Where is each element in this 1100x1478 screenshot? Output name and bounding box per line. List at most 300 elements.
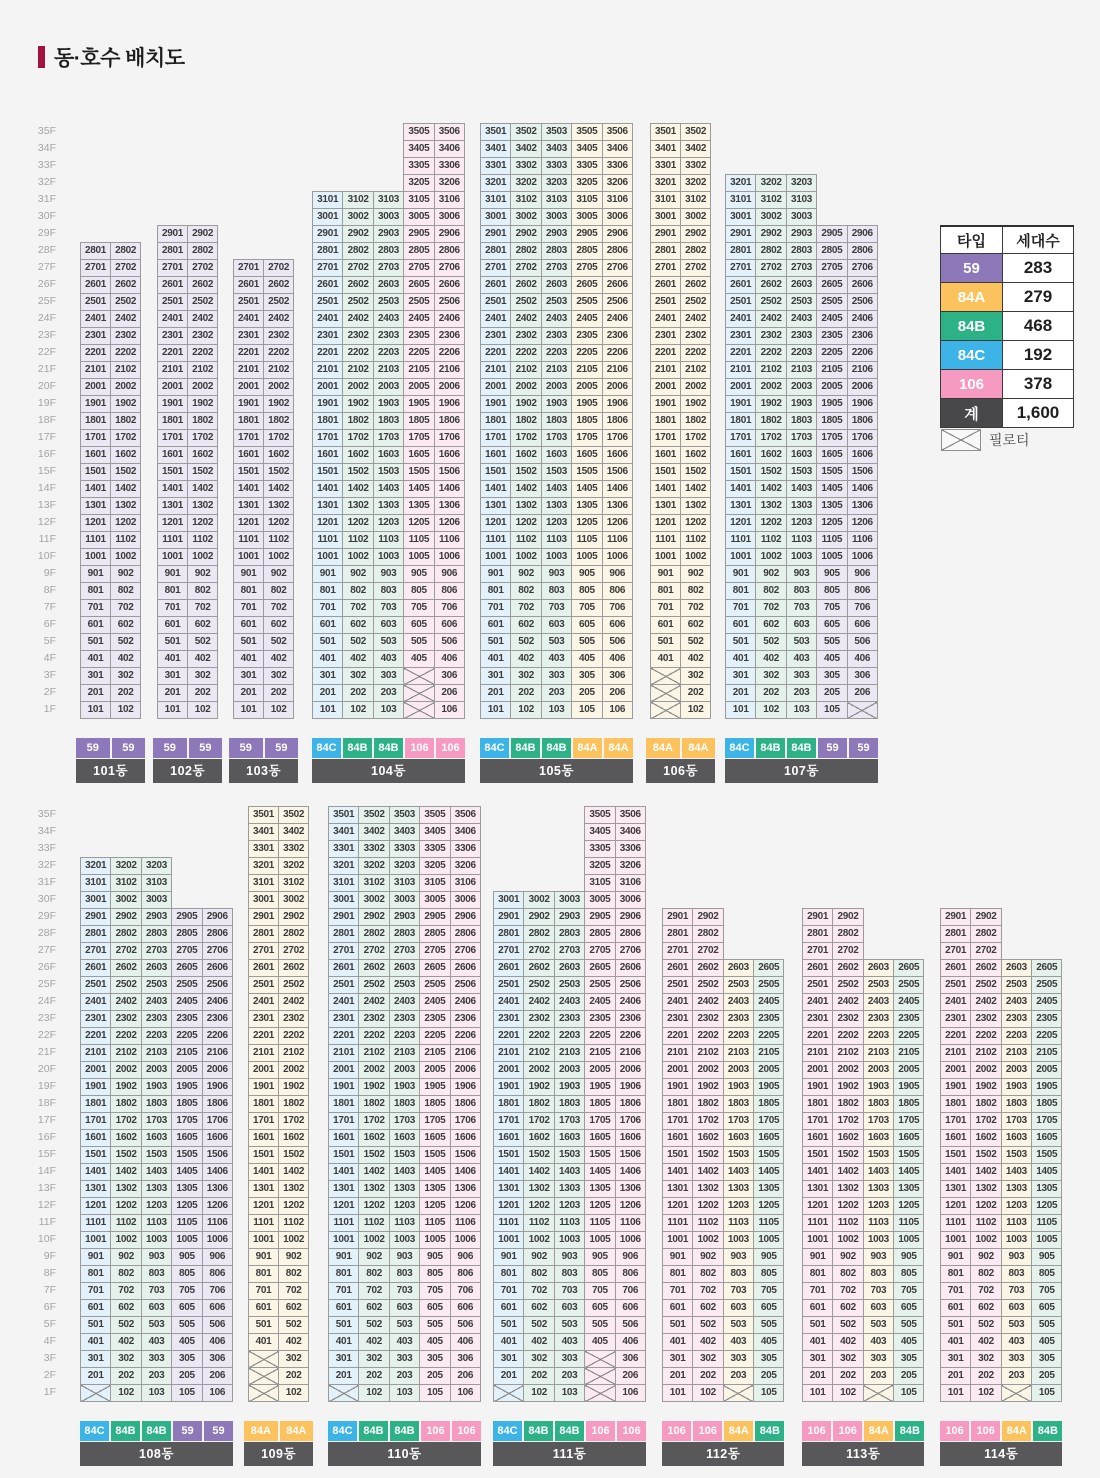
floor-label: 20F <box>37 1063 56 1075</box>
unit-cell: 1005 <box>754 1232 784 1249</box>
unit-cell: 2901 <box>494 909 524 926</box>
unit-cell: 2301 <box>313 328 343 345</box>
unit-cell: 1601 <box>329 1130 359 1147</box>
unit-cell: 1002 <box>359 1232 389 1249</box>
unit-cell: 2503 <box>863 977 893 994</box>
unit-cell: 2405 <box>572 311 602 328</box>
unit-cell: 105 <box>817 702 847 719</box>
unit-cell: 3201 <box>249 858 279 875</box>
unit-cell: 2201 <box>481 345 511 362</box>
unit-cell: 2103 <box>786 362 816 379</box>
unit-cell: 103 <box>141 1385 171 1402</box>
unit-cell: 2106 <box>615 1045 645 1062</box>
unit-cell: 3002 <box>359 892 389 909</box>
floor-label: 1F <box>43 703 56 715</box>
unit-cell: 1201 <box>158 515 188 532</box>
unit-cell: 1402 <box>756 481 786 498</box>
unit-cell: 1506 <box>602 464 632 481</box>
unit-cell: 902 <box>511 566 541 583</box>
unit-cell: 2202 <box>971 1028 1001 1045</box>
unit-cell: 901 <box>663 1249 693 1266</box>
unit-cell: 201 <box>234 685 264 702</box>
unit-cell: 3001 <box>726 209 756 226</box>
unit-cell: 1103 <box>141 1215 171 1232</box>
unit-cell: 2403 <box>373 311 403 328</box>
unit-cell: 1502 <box>359 1147 389 1164</box>
unit-cell: 905 <box>172 1249 202 1266</box>
empty-slot <box>754 926 784 943</box>
unit-grid <box>650 123 711 719</box>
unit-cell: 1501 <box>249 1147 279 1164</box>
unit-cell: 2806 <box>847 243 877 260</box>
unit-cell: 2202 <box>111 345 141 362</box>
unit-cell: 1702 <box>833 1113 863 1130</box>
unit-cell: 3301 <box>481 158 511 175</box>
type-chip: 84A <box>244 1421 278 1441</box>
unit-cell: 906 <box>615 1249 645 1266</box>
unit-cell: 1902 <box>111 396 141 413</box>
unit-cell: 1302 <box>264 498 294 515</box>
unit-cell: 203 <box>389 1368 419 1385</box>
unit-cell: 3002 <box>279 892 309 909</box>
unit-cell: 1801 <box>158 413 188 430</box>
unit-cell: 1106 <box>202 1215 232 1232</box>
unit-cell: 1201 <box>941 1198 971 1215</box>
unit-cell: 2103 <box>389 1045 419 1062</box>
unit-cell: 102 <box>343 702 373 719</box>
unit-cell: 503 <box>541 634 571 651</box>
unit-cell: 1302 <box>693 1181 723 1198</box>
unit-cell: 906 <box>202 1249 232 1266</box>
unit-cell: 501 <box>481 634 511 651</box>
unit-cell: 2501 <box>651 294 681 311</box>
unit-cell: 3202 <box>111 858 141 875</box>
unit-cell: 1301 <box>249 1181 279 1198</box>
unit-cell: 1903 <box>863 1079 893 1096</box>
unit-cell: 1701 <box>726 430 756 447</box>
type-chip: 84A <box>1002 1421 1031 1441</box>
unit-cell: 1901 <box>481 396 511 413</box>
unit-cell: 1502 <box>971 1147 1001 1164</box>
unit-cell: 2305 <box>585 1011 615 1028</box>
unit-cell: 1101 <box>249 1215 279 1232</box>
unit-cell: 503 <box>863 1317 893 1334</box>
unit-cell: 2702 <box>511 260 541 277</box>
legend-header-row <box>941 226 1074 254</box>
unit-cell: 2006 <box>615 1062 645 1079</box>
unit-cell: 701 <box>726 600 756 617</box>
unit-cell: 501 <box>158 634 188 651</box>
unit-cell: 905 <box>1032 1249 1062 1266</box>
unit-cell: 302 <box>524 1351 554 1368</box>
floor-label: 28F <box>37 927 56 939</box>
unit-cell: 803 <box>541 583 571 600</box>
piloti-cell <box>651 702 681 719</box>
unit-cell: 2603 <box>389 960 419 977</box>
unit-grid <box>157 225 218 719</box>
unit-cell: 1905 <box>404 396 434 413</box>
unit-cell: 2602 <box>693 960 723 977</box>
unit-cell: 706 <box>615 1283 645 1300</box>
unit-cell: 505 <box>585 1317 615 1334</box>
building-113 <box>802 806 924 1466</box>
unit-cell: 1502 <box>343 464 373 481</box>
unit-cell: 1706 <box>602 430 632 447</box>
unit-cell: 2503 <box>786 294 816 311</box>
unit-cell: 1801 <box>81 1096 111 1113</box>
unit-cell: 1806 <box>434 413 464 430</box>
unit-cell: 601 <box>329 1300 359 1317</box>
piloti-cell <box>651 685 681 702</box>
unit-cell: 1305 <box>572 498 602 515</box>
unit-cell: 206 <box>602 685 632 702</box>
unit-cell: 402 <box>188 651 218 668</box>
unit-cell: 201 <box>481 685 511 702</box>
unit-cell: 306 <box>202 1351 232 1368</box>
unit-cell: 2305 <box>404 328 434 345</box>
unit-cell: 903 <box>1001 1249 1031 1266</box>
unit-cell: 2105 <box>894 1045 924 1062</box>
unit-cell: 1305 <box>404 498 434 515</box>
unit-cell: 2401 <box>481 311 511 328</box>
unit-cell: 1202 <box>264 515 294 532</box>
unit-cell: 2403 <box>1001 994 1031 1011</box>
unit-cell: 1805 <box>172 1096 202 1113</box>
unit-cell: 606 <box>434 617 464 634</box>
unit-cell: 701 <box>803 1283 833 1300</box>
unit-cell: 705 <box>404 600 434 617</box>
piloti-cell <box>249 1351 279 1368</box>
unit-cell: 2801 <box>249 926 279 943</box>
type-chip: 106 <box>971 1421 1000 1441</box>
unit-cell: 603 <box>863 1300 893 1317</box>
unit-cell: 1603 <box>389 1130 419 1147</box>
type-chip-row <box>802 1421 924 1441</box>
floor-label: 15F <box>37 465 56 477</box>
unit-cell: 2201 <box>81 345 111 362</box>
unit-cell: 2906 <box>602 226 632 243</box>
unit-cell: 2102 <box>343 362 373 379</box>
unit-cell: 2301 <box>941 1011 971 1028</box>
unit-cell: 2702 <box>971 943 1001 960</box>
unit-cell: 2502 <box>111 294 141 311</box>
unit-cell: 102 <box>511 702 541 719</box>
unit-cell: 2902 <box>833 909 863 926</box>
unit-cell: 1703 <box>541 430 571 447</box>
unit-cell: 3301 <box>329 841 359 858</box>
unit-cell: 801 <box>81 1266 111 1283</box>
unit-cell: 1602 <box>971 1130 1001 1147</box>
unit-cell: 2603 <box>1001 960 1031 977</box>
unit-cell: 1002 <box>111 549 141 566</box>
floor-label: 19F <box>37 397 56 409</box>
floor-label: 13F <box>37 499 56 511</box>
unit-cell: 603 <box>1001 1300 1031 1317</box>
unit-cell: 1906 <box>615 1079 645 1096</box>
unit-cell: 1802 <box>833 1096 863 1113</box>
unit-cell: 2101 <box>313 362 343 379</box>
unit-cell: 1203 <box>1001 1198 1031 1215</box>
unit-cell: 2605 <box>572 277 602 294</box>
unit-cell: 1903 <box>541 396 571 413</box>
legend-count-cell: 1,600 <box>1003 399 1074 428</box>
empty-slot <box>313 175 343 192</box>
unit-cell: 201 <box>81 685 111 702</box>
unit-cell: 1703 <box>389 1113 419 1130</box>
unit-cell: 2603 <box>723 960 753 977</box>
unit-cell: 1401 <box>313 481 343 498</box>
unit-cell: 3506 <box>450 807 480 824</box>
legend-count-cell: 468 <box>1003 312 1074 341</box>
unit-cell: 506 <box>434 634 464 651</box>
unit-cell: 2501 <box>481 294 511 311</box>
unit-cell: 502 <box>359 1317 389 1334</box>
unit-cell: 2706 <box>602 260 632 277</box>
unit-cell: 3306 <box>602 158 632 175</box>
unit-cell: 2201 <box>329 1028 359 1045</box>
floor-label: 4F <box>43 1335 56 1347</box>
unit-cell: 2903 <box>554 909 584 926</box>
unit-cell: 2405 <box>754 994 784 1011</box>
unit-cell: 1002 <box>681 549 711 566</box>
unit-cell: 405 <box>420 1334 450 1351</box>
unit-cell: 1503 <box>786 464 816 481</box>
unit-cell: 1503 <box>554 1147 584 1164</box>
unit-cell: 2401 <box>81 311 111 328</box>
floor-label: 8F <box>43 1267 56 1279</box>
unit-cell: 202 <box>111 1368 141 1385</box>
unit-cell: 3302 <box>359 841 389 858</box>
unit-cell: 1202 <box>756 515 786 532</box>
unit-cell: 2101 <box>81 362 111 379</box>
type-chip: 84B <box>895 1421 924 1441</box>
unit-cell: 1401 <box>329 1164 359 1181</box>
unit-grid <box>802 908 924 1402</box>
unit-cell: 302 <box>264 668 294 685</box>
unit-cell: 2005 <box>420 1062 450 1079</box>
unit-cell: 301 <box>81 1351 111 1368</box>
unit-cell: 1302 <box>111 1181 141 1198</box>
type-chip: 84A <box>724 1421 753 1441</box>
unit-cell: 202 <box>343 685 373 702</box>
unit-cell: 1006 <box>434 549 464 566</box>
legend-header-count: 세대수 <box>1003 226 1074 254</box>
unit-cell: 1906 <box>434 396 464 413</box>
unit-cell: 2203 <box>786 345 816 362</box>
unit-cell: 1506 <box>202 1147 232 1164</box>
unit-cell: 602 <box>264 617 294 634</box>
unit-cell: 203 <box>373 685 403 702</box>
unit-cell: 2601 <box>158 277 188 294</box>
unit-cell: 3002 <box>111 892 141 909</box>
unit-cell: 1503 <box>141 1147 171 1164</box>
floor-label: 13F <box>37 1182 56 1194</box>
unit-cell: 3005 <box>420 892 450 909</box>
unit-cell: 2101 <box>941 1045 971 1062</box>
unit-cell: 2105 <box>817 362 847 379</box>
unit-cell: 605 <box>754 1300 784 1317</box>
unit-cell: 1905 <box>754 1079 784 1096</box>
type-chip: 84B <box>511 738 540 758</box>
floor-label: 12F <box>37 516 56 528</box>
unit-cell: 1701 <box>481 430 511 447</box>
unit-cell: 2301 <box>234 328 264 345</box>
unit-cell: 2403 <box>723 994 753 1011</box>
unit-cell: 2001 <box>329 1062 359 1079</box>
unit-cell: 903 <box>141 1249 171 1266</box>
unit-cell: 606 <box>847 617 877 634</box>
unit-cell: 1101 <box>941 1215 971 1232</box>
unit-cell: 1401 <box>234 481 264 498</box>
unit-cell: 2401 <box>81 994 111 1011</box>
unit-cell: 1102 <box>681 532 711 549</box>
unit-cell: 2502 <box>681 294 711 311</box>
building-112 <box>662 806 784 1466</box>
unit-cell: 1801 <box>313 413 343 430</box>
unit-cell: 702 <box>111 1283 141 1300</box>
unit-cell: 2805 <box>404 243 434 260</box>
unit-cell: 502 <box>524 1317 554 1334</box>
unit-cell: 2602 <box>188 277 218 294</box>
unit-cell: 1205 <box>754 1198 784 1215</box>
floor-label: 21F <box>37 1046 56 1058</box>
unit-cell: 2401 <box>803 994 833 1011</box>
unit-cell: 2601 <box>494 960 524 977</box>
unit-cell: 2806 <box>434 243 464 260</box>
unit-cell: 1401 <box>803 1164 833 1181</box>
unit-cell: 706 <box>450 1283 480 1300</box>
type-chip: 84B <box>555 1421 584 1441</box>
unit-cell: 102 <box>264 702 294 719</box>
unit-cell: 2301 <box>663 1011 693 1028</box>
unit-cell: 802 <box>693 1266 723 1283</box>
unit-cell: 305 <box>817 668 847 685</box>
unit-cell: 2202 <box>264 345 294 362</box>
unit-cell: 1305 <box>172 1181 202 1198</box>
unit-cell: 2703 <box>373 260 403 277</box>
unit-cell: 2105 <box>585 1045 615 1062</box>
unit-cell: 1005 <box>572 549 602 566</box>
unit-cell: 401 <box>803 1334 833 1351</box>
unit-cell: 2701 <box>81 260 111 277</box>
unit-cell: 1406 <box>434 481 464 498</box>
building-label: 105동 <box>480 759 633 783</box>
unit-cell: 801 <box>803 1266 833 1283</box>
unit-cell: 1906 <box>847 396 877 413</box>
unit-cell: 3305 <box>585 841 615 858</box>
unit-cell: 705 <box>817 600 847 617</box>
unit-cell: 705 <box>420 1283 450 1300</box>
unit-cell: 102 <box>693 1385 723 1402</box>
unit-grid <box>725 174 878 719</box>
empty-slot <box>1001 926 1031 943</box>
unit-cell: 2606 <box>615 960 645 977</box>
floor-label: 9F <box>43 567 56 579</box>
unit-cell: 1501 <box>494 1147 524 1164</box>
unit-cell: 3302 <box>279 841 309 858</box>
unit-cell: 2302 <box>111 1011 141 1028</box>
unit-cell: 1003 <box>786 549 816 566</box>
unit-cell: 701 <box>81 600 111 617</box>
unit-cell: 2201 <box>81 1028 111 1045</box>
type-chip: 106 <box>940 1421 969 1441</box>
unit-cell: 2201 <box>158 345 188 362</box>
unit-cell: 501 <box>234 634 264 651</box>
unit-cell: 406 <box>602 651 632 668</box>
unit-cell: 1101 <box>481 532 511 549</box>
unit-cell: 1705 <box>572 430 602 447</box>
type-chip-row <box>725 738 878 758</box>
unit-cell: 2706 <box>434 260 464 277</box>
unit-cell: 2303 <box>723 1011 753 1028</box>
unit-cell: 901 <box>329 1249 359 1266</box>
unit-cell: 903 <box>863 1249 893 1266</box>
unit-cell: 1206 <box>450 1198 480 1215</box>
floor-label: 7F <box>43 1284 56 1296</box>
type-chip: 84B <box>142 1421 171 1441</box>
unit-cell: 1203 <box>373 515 403 532</box>
unit-cell: 2402 <box>264 311 294 328</box>
section-buildings-108-114 <box>0 806 1100 1466</box>
unit-cell: 2801 <box>494 926 524 943</box>
unit-cell: 602 <box>511 617 541 634</box>
unit-cell: 1106 <box>434 532 464 549</box>
unit-cell: 101 <box>313 702 343 719</box>
unit-cell: 203 <box>1001 1368 1031 1385</box>
unit-cell: 1302 <box>343 498 373 515</box>
unit-cell: 1603 <box>554 1130 584 1147</box>
unit-cell: 2805 <box>572 243 602 260</box>
unit-cell: 405 <box>754 1334 784 1351</box>
unit-cell: 2202 <box>511 345 541 362</box>
unit-cell: 1306 <box>202 1181 232 1198</box>
empty-slot <box>554 841 584 858</box>
unit-cell: 202 <box>111 685 141 702</box>
floor-label: 6F <box>43 1301 56 1313</box>
unit-cell: 303 <box>541 668 571 685</box>
unit-cell: 2003 <box>1001 1062 1031 1079</box>
unit-cell: 2006 <box>602 379 632 396</box>
unit-cell: 3501 <box>651 124 681 141</box>
unit-cell: 1705 <box>894 1113 924 1130</box>
unit-cell: 906 <box>847 566 877 583</box>
unit-cell: 2502 <box>971 977 1001 994</box>
unit-cell: 1802 <box>756 413 786 430</box>
unit-cell: 1505 <box>894 1147 924 1164</box>
unit-cell: 606 <box>202 1300 232 1317</box>
unit-cell: 1602 <box>833 1130 863 1147</box>
unit-cell: 3401 <box>249 824 279 841</box>
unit-cell: 1306 <box>434 498 464 515</box>
unit-cell: 1002 <box>188 549 218 566</box>
unit-cell: 2201 <box>726 345 756 362</box>
unit-cell: 3001 <box>481 209 511 226</box>
building-label: 107동 <box>725 759 878 783</box>
unit-cell: 1201 <box>481 515 511 532</box>
unit-cell: 406 <box>615 1334 645 1351</box>
unit-cell: 3302 <box>511 158 541 175</box>
unit-cell: 2901 <box>803 909 833 926</box>
unit-cell: 2306 <box>202 1011 232 1028</box>
unit-cell: 2302 <box>693 1011 723 1028</box>
unit-cell: 405 <box>404 651 434 668</box>
unit-cell: 202 <box>693 1368 723 1385</box>
unit-cell: 2502 <box>693 977 723 994</box>
unit-cell: 703 <box>141 1283 171 1300</box>
unit-cell: 1301 <box>651 498 681 515</box>
unit-cell: 1902 <box>833 1079 863 1096</box>
unit-cell: 1402 <box>111 481 141 498</box>
